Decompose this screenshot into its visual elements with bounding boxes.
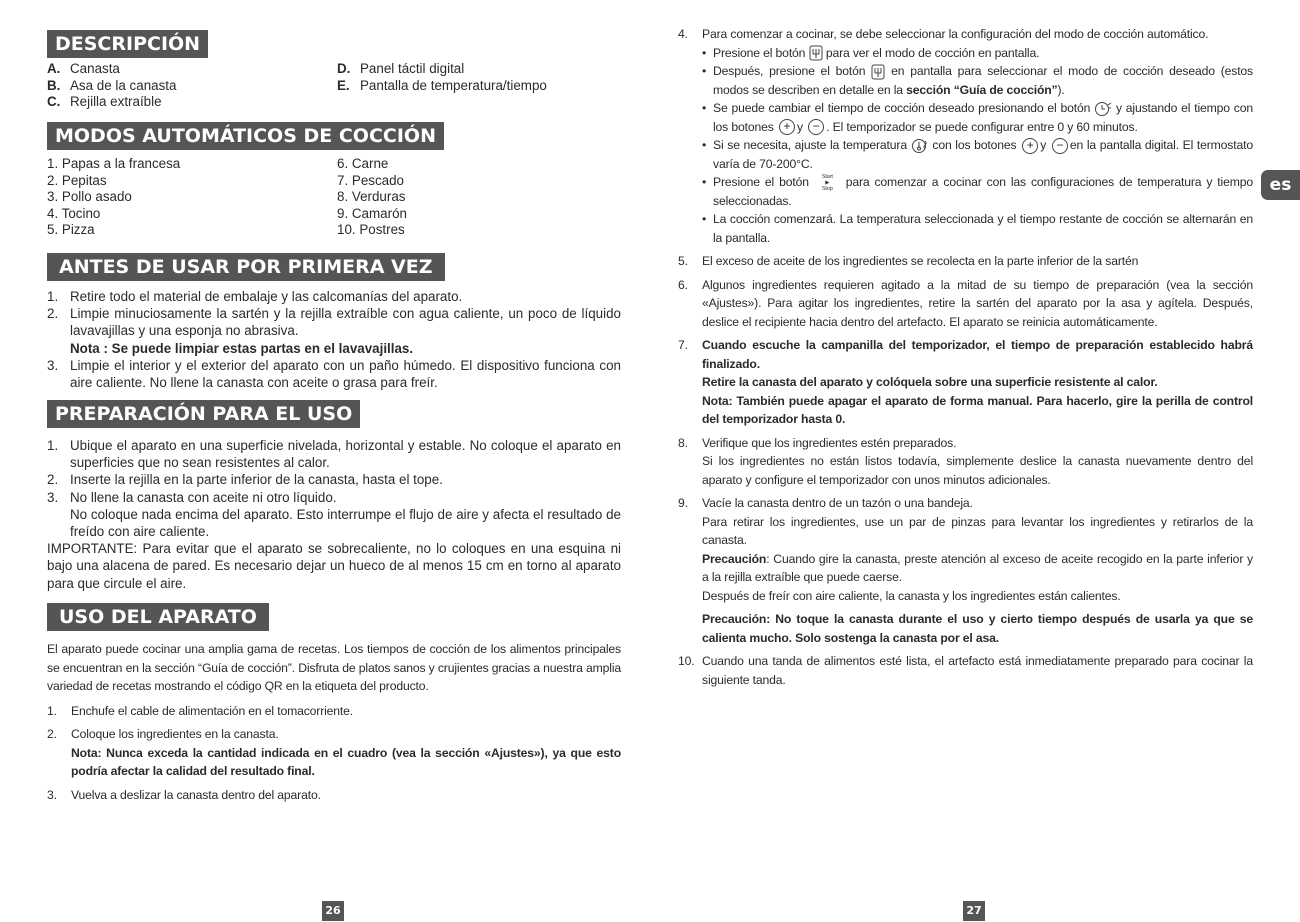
right-page: [678, 0, 1253, 922]
antes-list: [47, 288, 621, 391]
page-number-left: 26: [322, 901, 344, 921]
plus-icon: +: [1022, 138, 1038, 154]
minus-icon: −: [1052, 138, 1068, 154]
list-item: 3. Limpie el interior y el exterior del aparato con un paño húmedo. El dispositivo funciona con aire caliente. No llene la canasta con aceite o grasa para freír.: [47, 357, 621, 391]
list-item: 4. Tocino 9. Camarón: [47, 205, 407, 221]
menu-button-icon: [809, 45, 823, 61]
list-item: 2. Coloque los ingredientes en la canasta. Nota: Nunca exceda la cantidad indicada en el cuadro (vea la sección «Ajustes»), ya que esto podría afectar la calidad del resultado final.: [47, 727, 621, 778]
list-item: 9. Vacíe la canasta dentro de un tazón o una bandeja. Para retirar los ingredientes, use un par de pinzas para levantar los ingredientes y retirarlos de la canasta. Precaución: Cuando gire la canasta, preste atención al exceso de aceite recogido en la parte inferior y a la rejilla extraíble que puede caerse. Después de freír con aire caliente, la canasta y los ingredientes están calientes. Precaución: No toque la canasta durante el uso y cierto tiempo después de usarla ya que se calienta mucho. Solo sostenga la canasta por el asa.: [678, 496, 1253, 645]
list-item: 8. Verifique que los ingredientes estén preparados. Si los ingredientes no están listos todavía, simplemente deslice la canasta nuevamente dentro del aparato y configure el temporizador con unos minutos adicionales.: [678, 435, 1253, 487]
list-item: 4. Para comenzar a cocinar, se debe seleccionar la configuración del modo de cocción automático. • Presione el botón para ver el modo de cocción en pantalla. • Después, presione el botón en pantalla para seleccionar el modo de cocción deseado (estos modos se describen en detalle en la sección “Guía de cocción”). • Se puede cambiar el tiempo de cocción deseado presionando el botón y ajustando el tiempo con los botones + y − . El temporizador se puede configurar entre 0 y 60 minutos. • Si se necesita, ajuste la temperatura con los botones + y − en la pantalla digital. El termostato varía de 70-200°C. • Presione el botón Start ▶ Stop para comenzar a cocinar con las configuraciones de temperatura y tiempo seleccionadas. • La cocción comenzará. La temperatura seleccionada y el tiempo restante de cocción se alternarán en la pantalla.: [678, 27, 1253, 245]
list-item: 1. Enchufe el cable de alimentación en el tomacorriente.: [47, 703, 354, 718]
preparacion-list: [47, 437, 621, 592]
list-item: 1. Ubique el aparato en una superficie nivelada, horizontal y estable. No coloque el aparato en superficies que no sean resistentes al calor.: [47, 438, 621, 471]
uso-section: [47, 640, 621, 809]
list-item: 10. Cuando una tanda de alimentos esté lista, el artefacto está inmediatamente preparado para cocinar la siguiente tanda.: [678, 654, 1253, 687]
list-item: 7. Cuando escuche la campanilla del temporizador, el tiempo de preparación establecido habrá finalizado. Retire la canasta del aparato y colóquela sobre una superficie resistente al calor. Nota: También puede apagar el aparato de forma manual. Para hacerlo, gire la perilla de control del temporizador hasta 0.: [678, 338, 1253, 427]
list-item: A. Canasta D. Panel táctil digital: [47, 61, 465, 76]
list-item: B. Asa de la canasta E. Pantalla de temperatura/tiempo: [47, 77, 547, 93]
list-item: 3. No llene la canasta con aceite ni otro líquido. No coloque nada encima del aparato. Esto interrumpe el flujo de aire y afecta el resultado de freído con aire caliente.: [47, 489, 621, 540]
list-item: 2. Inserte la rejilla en la parte inferior de la canasta, hasta el tope.: [47, 472, 443, 488]
timer-icon: [1094, 101, 1112, 117]
list-item: 2. Limpie minuciosamente la sartén y la rejilla extraíble con agua caliente, un poco de líquido lavavajillas y una esponja no abrasiva. Nota : Se puede limpiar estas partas en el lavavajillas.: [47, 306, 621, 356]
preparacion-heading: PREPARACIÓN PARA EL USO: [47, 400, 360, 428]
important-note: IMPORTANTE: Para evitar que el aparato se sobrecaliente, no lo coloques en una esquina ni bajo una alacena de pared. Es necesario dejar un hueco de al menos 15 cm en torno al aparato para que circule el aire.: [47, 541, 621, 591]
language-tab: es: [1261, 170, 1300, 200]
descripcion-heading: DESCRIPCIÓN: [47, 30, 208, 58]
uso-heading: USO DEL APARATO: [47, 603, 269, 631]
uso-intro: El aparato puede cocinar una amplia gama de recetas. Los tiempos de cocción de los alimentos principales se encuentran en la sección “Guía de cocción”. Disfruta de platos sanos y crujientes gracias a nuestra amplia variedad de recetas mostrando el código QR en la etiqueta del producto.: [47, 642, 621, 693]
modos-heading: MODOS AUTOMÁTICOS DE COCCIÓN: [47, 122, 444, 150]
list-item: 5. El exceso de aceite de los ingredientes se recolecta en la parte inferior de la sartén: [678, 254, 1139, 269]
minus-icon: −: [808, 119, 824, 135]
instructions-list: [678, 25, 1253, 694]
list-item: C. Rejilla extraíble: [47, 94, 162, 109]
list-item: 3. Vuelva a deslizar la canasta dentro del aparato.: [47, 787, 321, 802]
list-item: 2. Pepitas 7. Pescado: [47, 172, 404, 188]
list-item: 5. Pizza 10. Postres: [47, 222, 405, 237]
list-item: 1. Retire todo el material de embalaje y las calcomanías del aparato.: [47, 289, 463, 304]
left-page: [47, 0, 621, 922]
list-item: 6. Algunos ingredientes requieren agitado a la mitad de su tiempo de preparación (vea la sección «Ajustes»). Para agitar los ingredientes, retire la sartén del aparato por la asa y agítela. Después, deslice el recipiente hacia dentro del artefacto. El aparato se reinicia automáticamente.: [678, 277, 1253, 329]
list-item: 1. Papas a la francesa 6. Carne: [47, 156, 389, 171]
cooking-modes-list: [47, 156, 621, 239]
plus-icon: +: [779, 119, 795, 135]
page-number-right: 27: [963, 901, 985, 921]
parts-list: [47, 61, 621, 111]
menu-button-icon: [871, 64, 885, 80]
start-stop-icon: Start ▶ Stop: [821, 173, 833, 192]
antes-heading: ANTES DE USAR POR PRIMERA VEZ: [47, 253, 445, 281]
list-item: 3. Pollo asado 8. Verduras: [47, 189, 406, 204]
temperature-icon: [911, 138, 929, 154]
